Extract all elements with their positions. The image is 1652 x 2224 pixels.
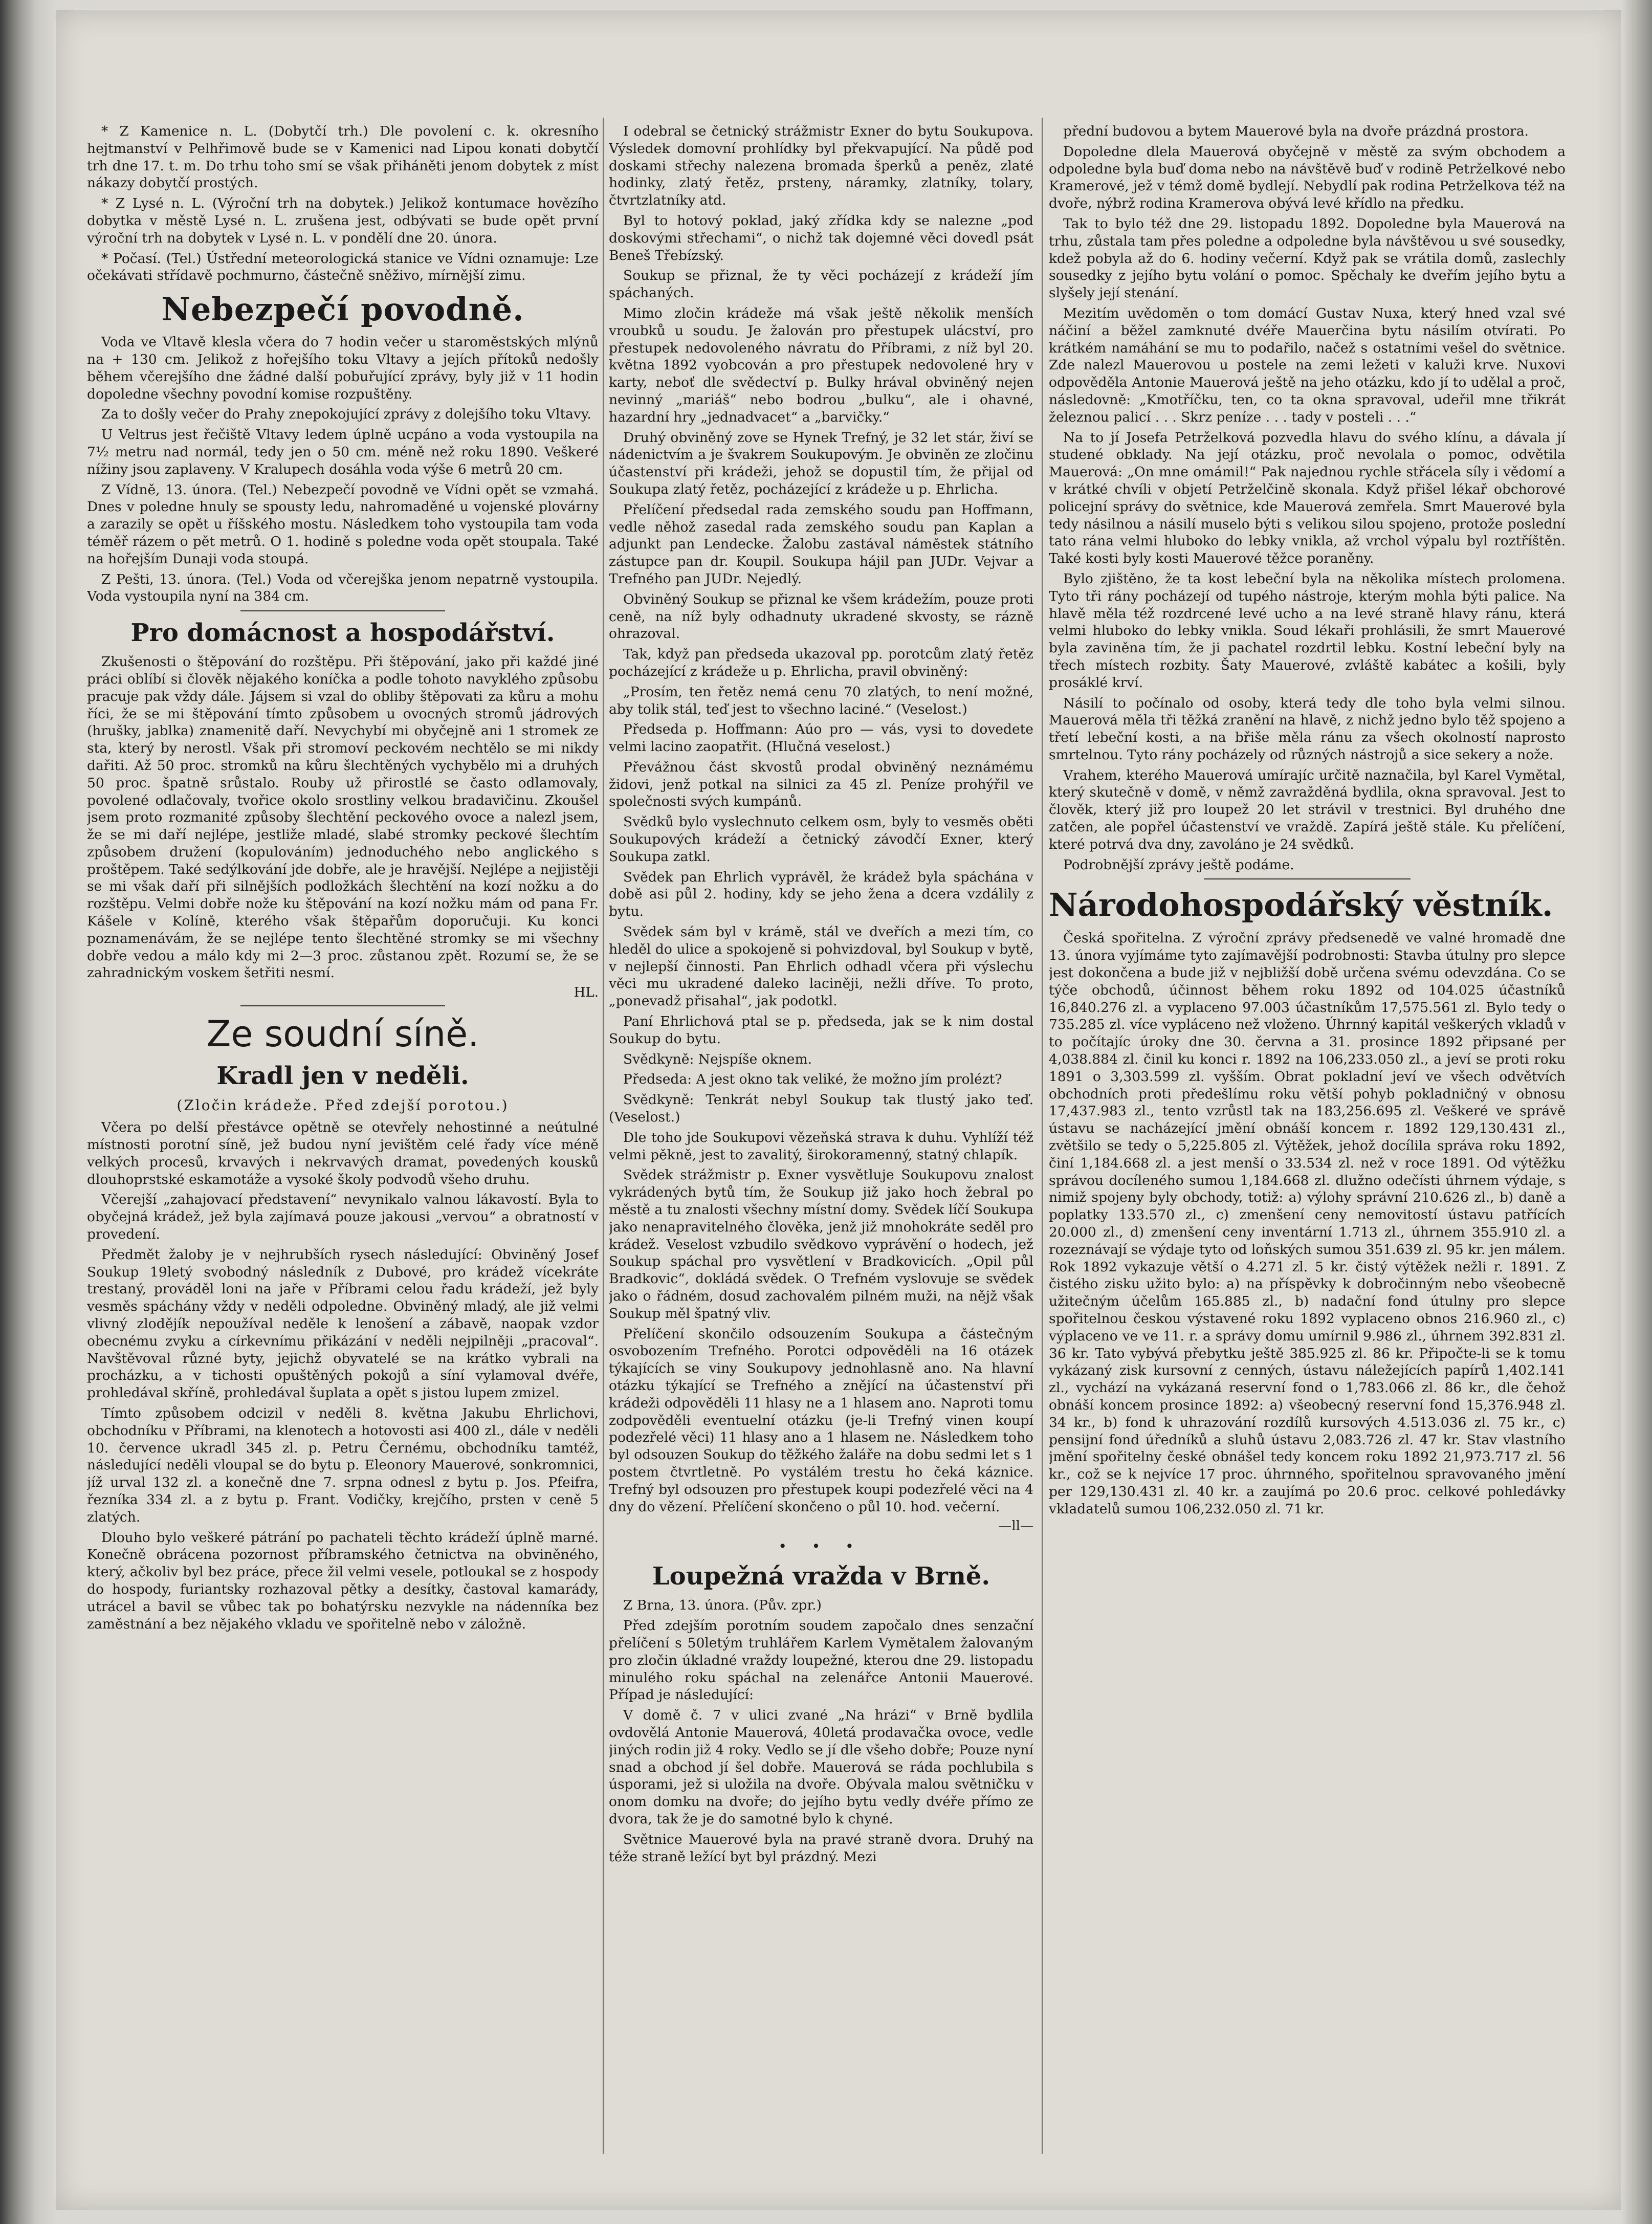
murder-continued-paragraph: Bylo zjištěno, že ta kost lebeční byla na několika místech prolomena. Tyto tři rány pocházejí od tupého nástroje, kterým mohla býti palice. Na hlavě měla též rozdrcené levé ucho a na levé straně hlavy ránu, která velmi hluboko do lebky vnikla. Soud lékaři prohlásili, že smrt Mauerové byla zaviněna tím, že ji pachatel rozdrtil lebku. Kostní lebeční byly na třech místech rozbity. Šaty Mauerové, zvláště kabátec a košili, byly prosáklé krví. — [1049, 570, 1566, 691]
murder-continued-paragraph: Vrahem, kterého Mauerová umírajíc určitě naznačila, byl Karel Vymětal, který skutečně v domě, v němž zavražděná bydlila, okna spravoval. Jest to člověk, který již pro loupež 20 let strávil v trestnici. Byl druhého dne zatčen, ale popřel účastenství ve vraždě. Zapírá ještě stále. Ku přelíčení, které potrvá dva dny, zavoláno je 24 svědků. — [1049, 767, 1566, 852]
court-continued-paragraph: Přelíčení skončilo odsouzením Soukupa a částečným osvobozením Trefného. Porotci odpověděli na 16 otázek týkajících se viny Soukupovy jednohlasně ano. Na hlavní otázku týkající se Trefného a znějící na účastenství při krádeži odpověděli 11 hlasy ne a 1 hlasem ano. Naproti tomu zodpověděli eventuelní otázku (je-li Trefný vinen koupí podezřelé věci) 11 hlasy ano a 1 hlasem ne. Následkem toho byl odsouzen Soukup do těžkého žaláře na dobu sedmi let s 1 postem čtvrtletně. Po vystálém trestu ho čeká káznice. Trefný byl odsouzen pro přestupek koupi podezřelé věci na 4 dny do vězení. Přelíčení skončeno o půl 10. hod. večerní. — [609, 1326, 1033, 1515]
column-3 — [1049, 123, 1566, 2164]
murder-continued-paragraph: Na to jí Josefa Petrželková pozvedla hlavu do svého klínu, a dávala jí studené obklady. Na její otázku, proč nevolala o pomoc, odvětila Mauerová: „On mne omámil!“ Pak najednou rychle střácela síly i vědomí a v krátké chvíli v objetí Petrželčině skonala. Když přišel lékař obchorové policejní správy do světnice, kde Mauerová zemřela. Smrt Mauerové byla tedy násilnou a násilí muselo býti s velikou silou spojeno, protože poslední tato rána velmi hluboko do lebky vnikla, až vrchol výpalu byl roztříštěn. Také kosti byly kosti Mauerové těžce poraněny. — [1049, 429, 1566, 567]
court-signature: —ll— — [998, 1518, 1033, 1534]
court-continued-paragraph: Mimo zločin krádeže má však ještě několik menších vroubků u soudu. Je žalován pro přestupek ulácství, pro přestupek nedovoleného návratu do Příbrami, z níž byl 20. května 1892 vyobcován a pro přestupek nedovolené hry v karty, neboť dle svědectví p. Bulky hrával obviněný nejen nevinný „mariáš“ nebo bodrou „bulku“, ale i ohavné, hazardní hry „jednadvacet“ a „barvičky.“ — [609, 305, 1033, 425]
murder-paragraph: V domě č. 7 v ulici zvané „Na hrázi“ v Brně bydlila ovdovělá Antonie Mauerová, 40letá prodavačka ovoce, vedle jiných rodin již 4 roky. Vedlo se jí dle všeho dobře; Pouze nyní snad a obchod jí šel dobře. Mauerová se ráda pochlubila s úsporami, jež si uložila na dvoře. Obývala malou světničku v onom domku na dvoře; do jejího bytu vedly dvéře přímo ze dvora, tak že je do samotné bylo k chyné. — [609, 1707, 1033, 1827]
murder-continued-paragraph: Mezitím uvědoměn o tom domácí Gustav Nuxa, který hned vzal své náčiní a běžel zamknuté dvéře Mauerčina bytu násilím otvírati. Po krátkém namáhání se mu to podařilo, načež s ostatními vešel do světnice. Zde nalezl Mauerovou u postele na zemi ležeti v kaluži krve. Nuxovi odpověděla Antonie Mauerová ještě na jeho otázku, kdo jí to udělal a proč, následovně: „Kmotříčku, ten, co ta okna spravoval, udeřil mne třikrát železnou palicí . . . Skrz peníze . . . tady v posteli . . .“ — [1049, 305, 1566, 425]
court-continued-paragraph: Přelíčení předsedal rada zemského soudu pan Hoffmann, vedle něhož zasedal rada zemského soudu pan Kaplan a adjunkt pan Lendecke. Žalobu zastával náměstek státního zástupce pan dr. Koupil. Soukupa hájil pan JUDr. Vejvar a Trefného pan JUDr. Nejedlý. — [609, 501, 1033, 587]
court-subhead: (Zločin krádeže. Před zdejší porotou.) — [177, 1097, 509, 1114]
court-continued-paragraph: Paní Ehrlichová ptal se p. předseda, jak se k nim dostal Soukup do bytu. — [609, 1014, 1033, 1047]
court-paragraph: Včerejší „zahajovací představení“ nevynikalo valnou lákavostí. Byla to obyčejná krádež, jež byla zajímavá pouze jakousi „vervou“ a obratností v provedení. — [87, 1192, 599, 1243]
court-continued-paragraph: Soukup se přiznal, že ty věci pocházejí z krádeží jím spáchaných. — [609, 268, 1033, 301]
household-title: Pro domácnost a hospodářství. — [130, 619, 555, 648]
murder-paragraph: Před zdejším porotním soudem započalo dnes senzační přelíčení s 50letým truhlářem Karlem Vymětalem žalovaným pro zločin úkladné vraždy loupežné, kterou dne 29. listopadu minulého roku spáchal na zelenářce Antonii Mauerové. Případ je následující: — [609, 1618, 1033, 1703]
flood-paragraph: U Veltrus jest řečiště Vltavy ledem úplně ucpáno a voda vystoupila na 7½ metru nad normál, tedy jen o 50 cm. méně než roku 1890. Veškeré nížiny jsou zaplaveny. V Kralupech dosáhla voda výše 6 metrů 20 cm. — [87, 427, 599, 477]
section-rule — [1204, 878, 1411, 879]
household-signature: HL. — [574, 985, 599, 1001]
section-rule — [240, 1005, 445, 1006]
notice-weather: * Počasí. (Tel.) Ústřední meteorologická stanice ve Vídni oznamuje: Lze očekávati střídavě pochmurno, částečně sněživo, mírnější zimu. — [87, 250, 599, 284]
court-continued-paragraph: Převážnou část skvostů prodal obviněný neznámému židovi, jenž potkal na silnici za 45 zl. Peníze prohýřil ve společnosti svých kumpánů. — [609, 759, 1033, 810]
court-continued-paragraph: Předseda p. Hoffmann: Aúo pro — vás, vysi to dovedete velmi lacino zaopatřit. (Hlučná veselost.) — [609, 721, 1033, 755]
murder-continued-paragraph: Dopoledne dlela Mauerová obyčejně v městě za svým obchodem a odpoledne byla buď doma nebo na návštěvě buď v rodině Petrželkové nebo Kramerové, jež v témž domě bydlejí. Nebydlí pak rodina Petrželkova též na dvoře, nýbrž rodina Kramerova obývá levé křídlo na předku. — [1049, 143, 1566, 212]
court-subtitle: Kradl jen v neděli. — [216, 1062, 469, 1091]
column-1 — [87, 123, 599, 2164]
court-continued-paragraph: Tak, když pan předseda ukazoval pp. porotcům zlatý řetěz pocházející z krádeže u p. Ehrlicha, pravil obviněný: — [609, 646, 1033, 679]
murder-title: Loupežná vražda v Brně. — [652, 1562, 990, 1591]
murder-continued-paragraph: přední budovou a bytem Mauerové byla na dvoře prázdná prostora. — [1063, 123, 1529, 139]
notice-lysa: * Z Lysé n. L. (Výroční trh na dobytek.) Jelikož kontumace hovězího dobytka v městě Lysé n. L. zrušena jest, odbývati se bude opět první výroční trh na dobytek v Lysé n. L. v pondělí dne 20. února. — [87, 195, 599, 246]
murder-paragraph: Z Brna, 13. února. (Pův. zpr.) — [623, 1597, 822, 1614]
notice-kamenice: * Z Kamenice n. L. (Dobytčí trh.) Dle povolení c. k. okresního hejtmanství v Pelhřimově bude se v Kamenici nad Lipou konati dobytčí trh dne 17. t. m. Do trhu toho smí se však přiháněti jenom dobytek z míst nákazy dobytčí prostých. — [87, 123, 599, 191]
court-continued-paragraph: Svědek strážmistr p. Exner vysvětluje Soukupovu znalost vykrádených bytů tím, že Soukup již jako hoch žebral po městě a tu znalosti všechny místní domy. Svědek líčí Soukupa jako nenapravitelného člověka, jenž již mnohokráte seděl pro krádež. Veselost vzbudilo svědkovo vyprávění o hodech, jež Soukup spáchal pro vysvětlení v Bradkovicích. „Opil půl Bradkovic“, dokládá svědek. O Trefném vyslovuje se svědek jako o řádném, dosud zachovalém pilném muži, na nějž však Soukup měl špatný vliv. — [609, 1167, 1033, 1322]
murder-paragraph: Světnice Mauerové byla na pravé straně dvora. Druhý na téže straně ležící byt byl prázdný. Mezi — [609, 1831, 1033, 1865]
murder-continued-paragraph: Tak to bylo též dne 29. listopadu 1892. Dopoledne byla Mauerová na trhu, zůstala tam přes poledne a odpoledne byla návštěvou u své sousedky, kdež pobyla až do 6. hodiny večerní. Když pak se vrátila domů, zaslechly sousedky z jejího bytu volání o pomoc. Spěchaly ke dveřím jejího bytu a slyšely její stenání. — [1049, 215, 1566, 301]
court-continued-paragraph: Dle toho jde Soukupovi vězeňská strava k duhu. Vyhlíží též velmi pěkně, jest to zavalitý, širokoramenný, statný chlapík. — [609, 1129, 1033, 1163]
flood-paragraph: Z Pešti, 13. února. (Tel.) Voda od včerejška jenom nepatrně vystoupila. Voda vystoupila nyní na 384 cm. — [87, 571, 599, 605]
court-continued-paragraph: Předseda: A jest okno tak veliké, že možno jím prolézt? — [623, 1071, 1002, 1088]
column-divider-1 — [603, 118, 604, 2154]
economy-title: Národohospodářský věstník. — [1049, 886, 1553, 924]
section-rule — [240, 610, 445, 611]
scan-right-edge — [1621, 0, 1652, 2224]
court-continued-paragraph: Svědků bylo vyslechnuto celkem osm, byly to vesměs oběti Soukupových krádeží a četnický závodčí Exner, který Soukupa zatkl. — [609, 814, 1033, 865]
court-continued-paragraph: Svědkyně: Nejspíše oknem. — [623, 1051, 812, 1067]
murder-continued-paragraph: Podrobnější zprávy ještě podáme. — [1063, 856, 1294, 873]
court-continued-paragraph: Svědek pan Ehrlich vyprávěl, že krádež byla spáchána v době asi půl 2. hodiny, kdy se jeho žena a dcera vzdálily z bytu. — [609, 869, 1033, 920]
murder-continued-paragraph: Násilí to počínalo od osoby, která tedy dle toho byla velmi silnou. Mauerová měla tři těžká zranění na hlavě, z nichž jedno bylo těž spojeno a třetí lebeční kosti, a na břiše měla ránu za všech okolností naprosto smrtelnou. Tyto rány pocházely od různých nástrojů a sice sekery a nože. — [1049, 695, 1566, 763]
court-continued-paragraph: Svědkyně: Tenkrát nebyl Soukup tak tlustý jako teď. (Veselost.) — [609, 1092, 1033, 1126]
flood-paragraph: Z Vídně, 13. února. (Tel.) Nebezpečí povodně ve Vídni opět se vzmahá. Dnes v poledne hnuly se spousty ledu, nahromaděné u vojenské plovárny a zarazily se opět u říšského mostu. Následkem toho vystoupila tam voda téměř rázem o pět metrů. O 1. hodině s poledne voda opět stoupala. Také na hořejším Dunaji voda stoupá. — [87, 481, 599, 567]
economy-paragraph: Česká spořitelna. Z výroční zprávy předsenedě ve valné hromadě dne 13. února vyjímáme tyto zajímavější podrobnosti: Stavba útulny pro slepce jest dokončena a bude již v nejbližší době určena svému odevzdána. Co se týče obchodů, účinnost během roku 1892 od 104.025 účastníků 16,840.276 zl. a vyplaceno 97.003 účastníkům 17,575.561 zl. Bylo tedy o 735.285 zl. více vypláceno než vloženo. Úhrnný kapitál veškerých vkladů v to počítajíc úroky dne 30. června a 31. prosince 1892 připsané per 4,038.884 zl. činil ku konci r. 1892 na 106,233.050 zl., a jeví se proti roku 1891 o 3,303.599 zl. vyšším. Obrat pokladní jeví ve všech odvětvích obchodních proti předešlímu roku větší pohyb pokladničný v obnosu 17,437.983 zl., tento vzrůstl tak na 183,256.695 zl. Veškeré ve správě ústavu se nacházející jmění obnáší koncem r. 1892 129,130.431 zl., zvětšilo se tedy o 5,225.805 zl. Výtěžek, jehož docílila správa roku 1892, činí 1,184.668 zl. a jest menší o 33.534 zl. než v roce 1891. Od výtěžku správou docíleného sumou 1,184.668 zl. dlužno odečísti úhrnem výdaje, s nimiž spojeny byly obchody, totiž: a) výlohy správní 210.626 zl., b) daně a poplatky 133.570 zl., c) zmenšení ceny nemovitostí ústavu patřících 20.000 zl., d) zmenšení ceny inventární 1.713 zl., úhrnem 355.910 zl. a rozeznávají se výdaje tyto od loňských sumou 351.639 zl. 95 kr. jen málem. Rok 1892 vykazuje větší o 4.271 zl. 5 kr. čistý výtěžek nežli r. 1891. Z čistého zisku užito bylo: a) na příspěvky k dobročinným nebo všeobecně užitečným účelům 165.885 zl., b) nadační fond útulny pro slepce spořitelnou českou výstavené roku 1892 vyplaceno obnos 216.960 zl., c) výplaceno ve ve 11. r. a správy domu umírnil 9.986 zl., úhrnem 392.831 zl. 36 kr. Tato vybývá přebytku ještě 385.925 zl. 86 kr. Připočte-li se k tomu vykázaný zisk kursovní z cenných, ústavu náležejících papírů 1,402.141 zl., vychází na vykázaná reservní fond o 1,783.066 zl. 86 kr., dle čehož obnáší koncem prosince 1892: a) všeobecný reservní fond 15,376.948 zl. 34 kr., b) fond k uhrazování rozdílů kursových 4.513.036 zl. 75 kr., c) pensijní fond úředníků a sluhů ústavu 2,083.726 zl. 47 kr. Stav vlastního jmění spořitelny české obnášel tedy koncem roku 1892 21,973.717 zl. 56 kr., což se k nejvíce 17 proc. úhrnného, spořitelnou spravovaného jmění per 129,130.431 zl. 40 kr. a zaujímá po 20.6 proc. celkové pohledávky vkladatelů sumou 106,232.050 zl. 71 kr. — [1049, 930, 1566, 1517]
court-continued-paragraph: Obviněný Soukup se přiznal ke všem krádežím, pouze proti ceně, na níž byly odhadnuty ukradené skvosty, se rázně ohrazoval. — [609, 591, 1033, 642]
court-paragraph: Dlouho bylo veškeré pátrání po pachateli těchto krádeží úplně marné. Konečně obrácena pozornost příbramského četnictva na obviněného, který, ačkoliv byl bez práce, přece žil velmi vesele, potloukal se z hospody do hospody, furiantsky rozhazoval pětky a desítky, častoval kamarády, utrácel a bavil se vůbec tak po bohatýrsku nezvykle na nádenníka bez zaměstnání a bez nějakého vkladu ve spořitelně nebo v záložně. — [87, 1529, 599, 1632]
flood-paragraph: Voda ve Vltavě klesla včera do 7 hodin večer u staroměstských mlýnů na + 130 cm. Jelikož z hořejšího toku Vltavy a jejích přítoků nedošly během včerejšího dne žádné další pobuřující zprávy, byly již v 11 hodin dopoledne všechny povodní komise rozpuštěny. — [87, 334, 599, 402]
court-continued-paragraph: „Prosím, ten řetěz nemá cenu 70 zlatých, to není možné, aby tolik stál, teď jest to všechno laciné.“ (Veselost.) — [609, 684, 1033, 717]
flood-paragraph: Za to došly večer do Prahy znepokojující zprávy z dolejšího toku Vltavy. — [101, 406, 591, 423]
household-paragraph: Zkušenosti o štěpování do rozštěpu. Při štěpování, jako při každé jiné práci oblíbí si člověk nějakého koníčka a podle tohoto navyklého způsobu pracuje pak vždy dále. Jájsem si vzal do obliby štěpovati za kůru a mohu říci, že se mi štěpování tímto způsobem u ovocných stromů jádrových (hrušky, jablka) znamenitě daří. Nevychybí mi obyčejně ani 1 stromek ze sta, který by nerostl. Však při stromoví peckovém nechtělo se mi nikdy dařiti. Až 50 proc. stromků na kůru šlechtěných vychybělo mi a druhých 50 proc. špatně srůstalo. Rouby už přirostlé se často odlamovaly, povolené odlačovaly, tvořice okolo srostliny velkou bradavičinu. Zkoušel jsem proto rozmanité způsoby šlechtění peckového ovoce a nalezl jsem, že se mi daří nejlépe, jestliže mladé, slabé stromky peckové šlechtím způsobem družení (kopulováním) jednoduchého nebo anglického s proštěpem. Také sedýlkování jde dobře, ale je hravější. Nejlépe a nejjistěji se mi však daří při silnějších podložkách šlechtění na kozí nožku a do rozštěpu. Velmi dobře nože ku štěpování na kozí nožku mám od pana Fr. Kášele v Kolíně, kterého však štěpařům doporučuji. Ku konci poznamenávám, že se nejlépe tento šlechtěné stromky se mi všechny dobře vedou a málo kdy mi 2—3 proc. zůstanou zpět. Rozumí se, že se zahradnickým voskem šetřiti nesmí. — [87, 654, 599, 981]
column-divider-2 — [1042, 118, 1043, 2154]
court-paragraph: Tímto způsobem odcizil v neděli 8. května Jakubu Ehrlichovi, obchodníku v Příbrami, na klenotech a hotovosti asi 400 zl., dále v neděli 10. července ukradl 345 zl. p. Petru Černému, obchodníku tamtéž, následující neděli vloupal se do bytu p. Eleonory Mauerové, sonkromnici, jíž urval 132 zl. a konečně dne 7. srpna odnesl z bytu p. Jos. Pfeifra, řezníka 334 zl. a z bytu p. Frant. Vodičky, krejčího, prsten v ceně 5 zlatých. — [87, 1405, 599, 1525]
section-separator-dots: • • • — [778, 1538, 864, 1555]
court-paragraph: Předmět žaloby je v nejhrubších rysech následující: Obviněný Josef Soukup 19letý svobodný následník z Dubové, pro krádež vícekráte trestaný, prováděl loni na jaře v Příbrami celou řadu krádeží, jež byly vesměs spáchány vždy v neděli odpoledne. Obviněný mladý, ale již velmi vlivný zlodějík nepoužíval neděle k lenošení a zábavě, naopak vzdor obecnému zvyku a církevnímu přikázání v neděli nejpilněji „pracoval“. Navštěvoval různé byty, jejichž obyvatelé se na krátko vybrali na procházku, a v tichosti opuštěných pokojů a síní vylamoval dvéře, prohledával skříně, prohledával šuplata a opět s jistou lupem zmizel. — [87, 1246, 599, 1401]
court-continued-paragraph: I odebral se četnický strážmistr Exner do bytu Soukupova. Výsledek domovní prohlídky byl překvapující. Na půdě pod doskami střechy nalezena bromada šperků a peněz, zlaté hodinky, zlatý řetěz, prsteny, náramky, zlatníky, tolary, čtvrtzlatníky atd. — [609, 123, 1033, 209]
flood-title: Nebezpečí povodně. — [161, 291, 524, 328]
court-continued-paragraph: Byl to hotový poklad, jaký zřídka kdy se nalezne „pod doskovými střechami“, o nichž tak dojemné věci dovedl psát Beneš Třebízský. — [609, 212, 1033, 263]
column-2 — [609, 123, 1033, 2164]
court-continued-paragraph: Svědek sám byl v krámě, stál ve dveřích a mezi tím, co hleděl do ulice a spokojeně si pohvizdoval, byl Soukup v bytě, v nejlepší činnosti. Pan Ehrlich odhadl včera při výslechu věci mu ukradené daleko laciněji, nežli dříve. To proto, „ponevadž přisahal“, jak podotkl. — [609, 924, 1033, 1009]
court-title: Ze soudní síně. — [206, 1013, 479, 1055]
court-continued-paragraph: Druhý obviněný zove se Hynek Trefný, je 32 let stár, živí se nádenictvím a je švakrem Soukupovým. Je obviněn ze zločinu účastenství při krádeži, jehož se dopustil tím, že přijal od Soukupa zlatý řetěz, pocházející z krádeže u p. Ehrlicha. — [609, 429, 1033, 497]
court-paragraph: Včera po delší přestávce opětně se otevřely nehostinné a neútulné místnosti porotní síně, jež budou nyní jevištěm celé řady více méně velkých procesů, krvavých i nekrvavých dramat, povedených kousků dlouhoprstské eskamotáže a vysoké školy podvodů všeho druhu. — [87, 1119, 599, 1187]
